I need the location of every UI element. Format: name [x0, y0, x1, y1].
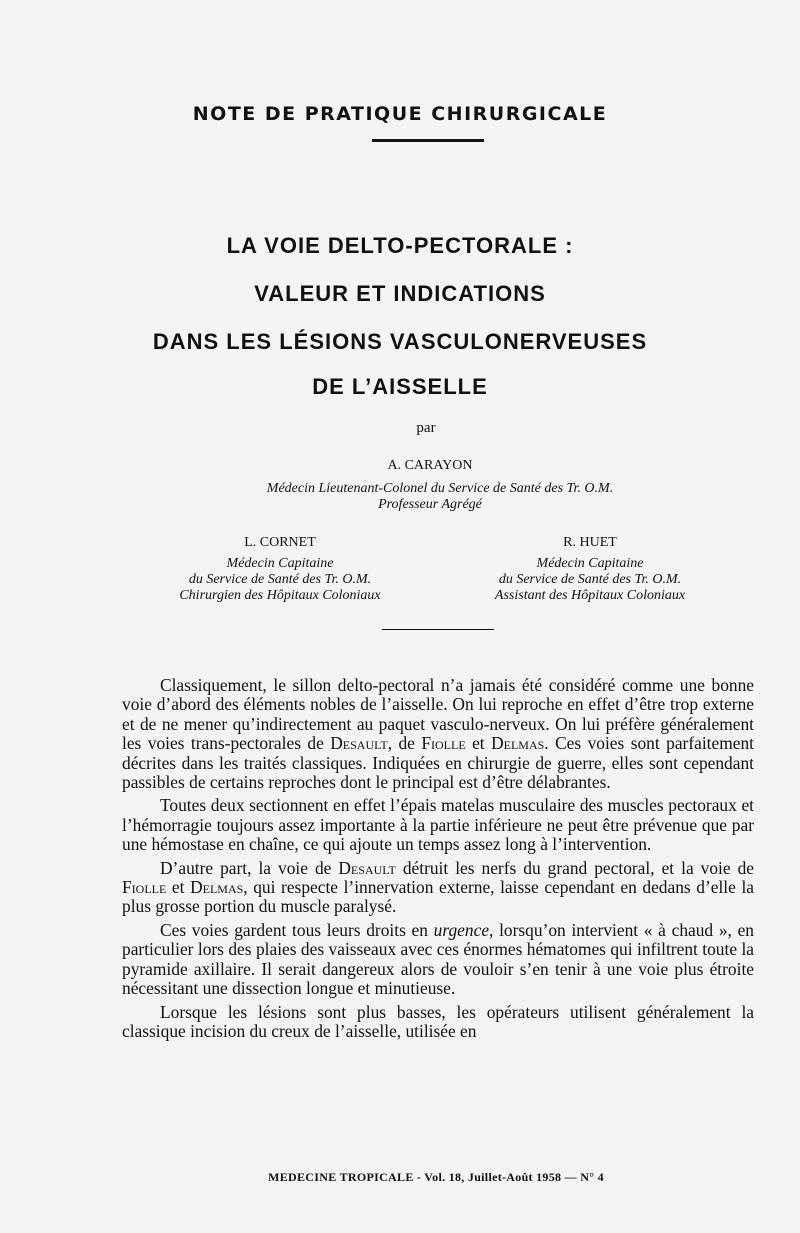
p1-text-a: Classiquement, le sillon delto-pectoral n’a jamais été considéré comme une bonne voie d’abord des éléments nobles de l’aisselle. On lui reproche en effet d’être trop externe et de ne mener qu’indirectement au paquet vasculo-nerveux. On lui préfère généralement les voies trans-pectorales de — [122, 675, 754, 754]
article-title-line-3: DANS LES LÉSIONS VASCULONERVEUSES — [152, 329, 648, 354]
paragraph-5: Lorsque les lésions sont plus basses, les opérateurs utilisent généralement la classique incision du creux de l’aisselle, utilisée en — [122, 1001, 754, 1041]
paragraph-1 — [122, 676, 754, 792]
journal-footer: MEDECINE TROPICALE - Vol. 18, Juillet-Août 1958 — N° 4 — [268, 1170, 604, 1184]
author-ref-delmas: Delmas — [491, 733, 545, 754]
author-3-role-2: du Service de Santé des Tr. O.M. — [498, 572, 682, 587]
author-1-name: A. CARAYON — [387, 458, 473, 473]
author-2-role-1: Médecin Capitaine — [226, 556, 334, 571]
author-ref-desault: Desault — [338, 857, 396, 878]
p4-text-a: Ces voies gardent tous leurs droits en — [160, 919, 434, 940]
p3-text-c: et — [166, 877, 191, 898]
authors-rule — [382, 629, 494, 630]
p1-text-c: et — [465, 733, 492, 754]
paragraph-3 — [122, 859, 754, 917]
byline: par — [416, 420, 436, 436]
author-3-role-3: Assistant des Hôpitaux Coloniaux — [494, 588, 686, 603]
author-1-role-1: Médecin Lieutenant-Colonel du Service de Santé des Tr. O.M. — [266, 481, 614, 496]
p3-text-a: D’autre part, la voie de — [160, 857, 339, 878]
p3-text-b: détruit les nerfs du grand pectoral, et la voie de — [395, 857, 755, 878]
section-kicker: NOTE DE PRATIQUE CHIRURGICALE — [192, 103, 608, 125]
article-body — [122, 676, 754, 1045]
author-2-name: L. CORNET — [244, 535, 316, 550]
article-title-line-1: LA VOIE DELTO-PECTORALE : — [226, 233, 574, 258]
author-2-role-3: Chirurgien des Hôpitaux Coloniaux — [179, 588, 381, 603]
p4-text-b: lorsqu’on intervient « à chaud », en particulier lors des plaies des vaisseaux avec ces énormes hématomes qui infiltrent toute la pyramide axillaire. Il serait dangereux alors de vouloir s’en tenir à une voie plus étroite nécessitant une dissection longue et minutieuse. — [122, 919, 754, 999]
author-ref-desault: Desault — [330, 733, 388, 754]
author-ref-fiolle: Fiolle — [421, 733, 466, 754]
p3-text-d: , qui respecte l’innervation externe, laisse cependant en dedans d’elle la plus grosse portion du muscle paralysé. — [122, 877, 754, 917]
emphasis-urgence: urgence, — [433, 919, 494, 940]
p1-text-b: , de — [387, 733, 422, 754]
kicker-rule — [372, 139, 484, 142]
author-3-role-1: Médecin Capitaine — [536, 556, 644, 571]
author-3-name: R. HUET — [563, 535, 617, 550]
paragraph-4 — [122, 921, 754, 999]
p1-text-d: . Ces voies sont parfaitement décrites dans les traités classiques. Indiquées en chirurgie de guerre, elles sont cependant passibles de certains reproches dont le principal est d’être délabrantes. — [122, 733, 754, 793]
article-title-line-2: VALEUR ET INDICATIONS — [254, 281, 546, 306]
author-2-role-2: du Service de Santé des Tr. O.M. — [188, 572, 372, 587]
paragraph-2: Toutes deux sectionnent en effet l’épais matelas musculaire des muscles pectoraux et l’hémorragie toujours assez importante à la partie inférieure ne peut être prévenue que par une hémostase en chaîne, ce qui ajoute un temps assez long à l’intervention. — [122, 795, 754, 855]
author-ref-delmas: Delmas — [190, 877, 244, 898]
author-ref-fiolle: Fiolle — [122, 877, 167, 898]
author-1-role-2: Professeur Agrégé — [378, 497, 482, 512]
article-title-line-4: DE L’AISSELLE — [312, 374, 488, 399]
